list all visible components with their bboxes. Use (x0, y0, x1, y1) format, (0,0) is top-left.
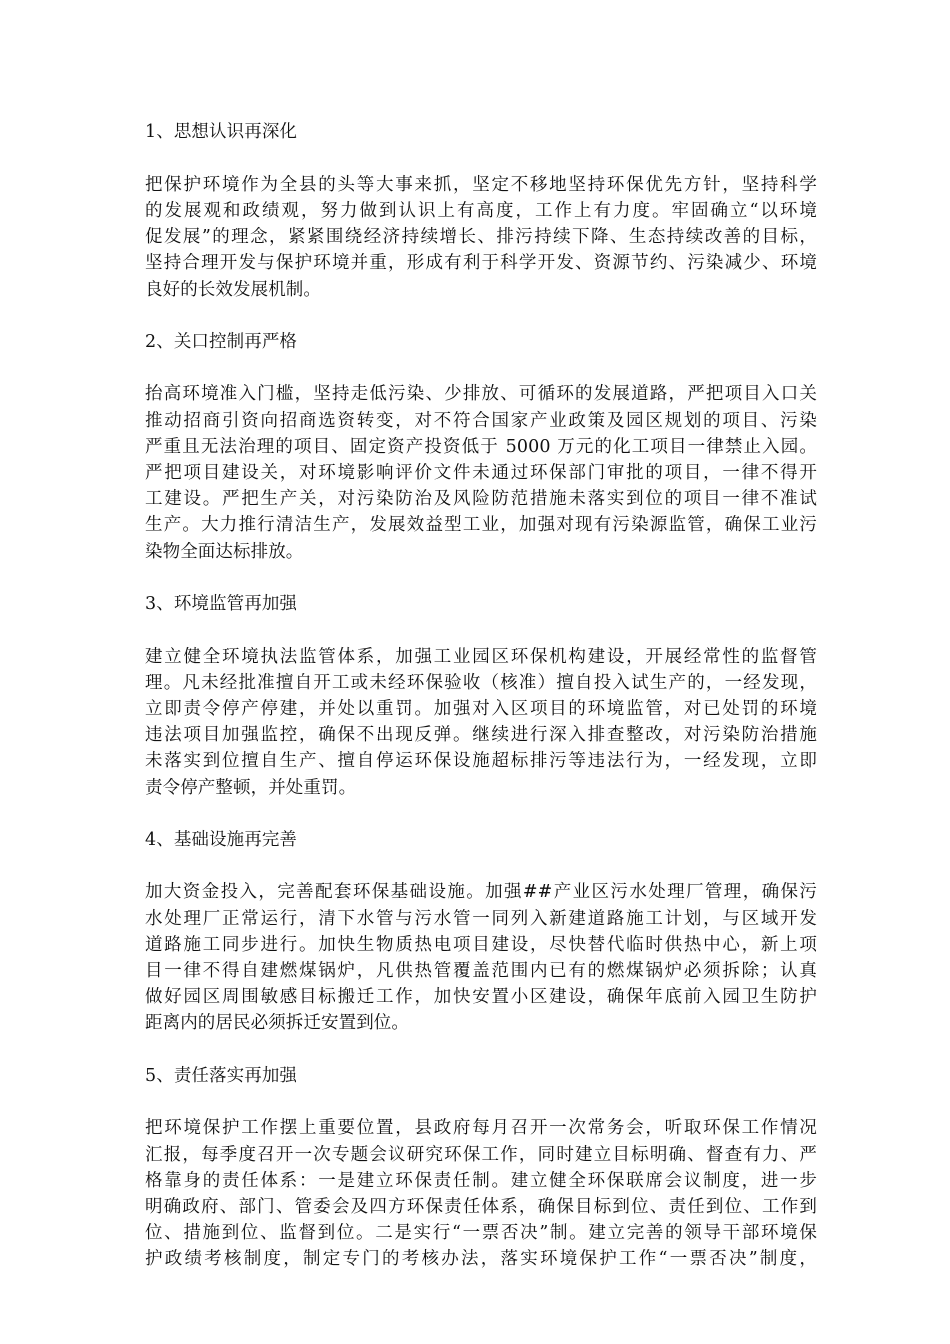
section-4-heading: 4、基础设施再完善 (145, 829, 298, 850)
text-line: 建立健全环境执法监管体系，加强工业园区环保机构建设，开展经常性的监督管 (145, 646, 817, 667)
text-line: 坚持合理开发与保护环境并重，形成有利于科学开发、资源节约、污染减少、环境 (145, 253, 817, 274)
section-4-paragraph (145, 879, 817, 1036)
text-line: 严把项目建设关，对环境影响评价文件未通过环保部门审批的项目，一律不得开 (145, 463, 817, 484)
text-line: 水处理厂正常运行，清下水管与污水管一同列入新建道路施工计划，与区域开发 (145, 908, 817, 929)
text-line: 责令停产整顿，并处重罚。 (145, 777, 357, 798)
text-line: 目一律不得自建燃煤锅炉，凡供热管覆盖范围内已有的燃煤锅炉必须拆除；认真 (145, 961, 817, 982)
text-line: 抬高环境准入门槛，坚持走低污染、少排放、可循环的发展道路，严把项目入口关 (145, 384, 817, 405)
text-line: 工建设。严把生产关，对污染防治及风险防范措施未落实到位的项目一律不准试 (145, 489, 817, 510)
text-line: 违法项目加强监控，确保不出现反弹。继续进行深入排查整改，对污染防治措施 (145, 725, 817, 746)
section-2-paragraph (145, 381, 817, 564)
text-line: 加大资金投入，完善配套环保基础设施。加强##产业区污水处理厂管理，确保污 (145, 882, 817, 903)
text-line: 距离内的居民必须拆迁安置到位。 (145, 1013, 409, 1034)
text-line: 理。凡未经批准擅自开工或未经环保验收（核准）擅自投入试生产的，一经发现， (145, 672, 817, 693)
text-line: 把保护环境作为全县的头等大事来抓，坚定不移地坚持环保优先方针，坚持科学 (145, 174, 817, 195)
text-line: 促发展”的理念，紧紧围绕经济持续增长、排污持续下降、生态持续改善的目标， (145, 227, 817, 248)
text-line: 严重且无法治理的项目、固定资产投资低于 5000 万元的化工项目一律禁止入园。 (145, 436, 817, 457)
text-line: 立即责令停产停建，并处以重罚。加强对入区项目的环境监管，对已处罚的环境 (145, 698, 817, 719)
text-line: 位、措施到位、监督到位。二是实行“一票否决”制。建立完善的领导干部环境保 (145, 1223, 817, 1244)
section-1-paragraph (145, 172, 817, 303)
document-body (145, 119, 817, 1273)
text-line: 染物全面达标排放。 (145, 541, 304, 562)
text-line: 道路施工同步进行。加快生物质热电项目建设，尽快替代临时供热中心，新上项 (145, 934, 817, 955)
section-1-heading: 1、思想认识再深化 (145, 122, 298, 142)
text-line: 明确政府、部门、管委会及四方环保责任体系，确保目标到位、责任到位、工作到 (145, 1197, 817, 1217)
text-line: 格靠身的责任体系：一是建立环保责任制。建立健全环保联席会议制度，进一步 (145, 1170, 817, 1191)
text-line: 的发展观和政绩观，努力做到认识上有高度，工作上有力度。牢固确立“以环境 (145, 200, 817, 221)
text-line: 做好园区周围敏感目标搬迁工作，加快安置小区建设，确保年底前入园卫生防护 (145, 987, 817, 1008)
section-2-heading: 2、关口控制再严格 (145, 331, 298, 352)
text-line: 推动招商引资向招商选资转变，对不符合国家产业政策及园区规划的项目、污染 (145, 410, 817, 431)
text-line: 生产。大力推行清洁生产，发展效益型工业，加强对现有污染源监管，确保工业污 (145, 515, 817, 536)
text-line: 汇报，每季度召开一次专题会议研究环保工作，同时建立目标明确、督查有力、严 (145, 1144, 817, 1165)
section-5-paragraph (145, 1115, 817, 1272)
text-line: 良好的长效发展机制。 (145, 279, 321, 300)
text-line: 护政绩考核制度，制定专门的考核办法，落实环境保护工作“一票否决”制度， (145, 1249, 817, 1270)
text-line: 把环境保护工作摆上重要位置，县政府每月召开一次常务会，听取环保工作情况 (145, 1118, 817, 1139)
text-line: 未落实到位擅自生产、擅自停运环保设施超标排污等违法行为，一经发现，立即 (145, 751, 817, 772)
section-3-paragraph (145, 644, 817, 801)
section-5-heading: 5、责任落实再加强 (145, 1065, 298, 1086)
section-3-heading: 3、环境监管再加强 (145, 593, 298, 614)
